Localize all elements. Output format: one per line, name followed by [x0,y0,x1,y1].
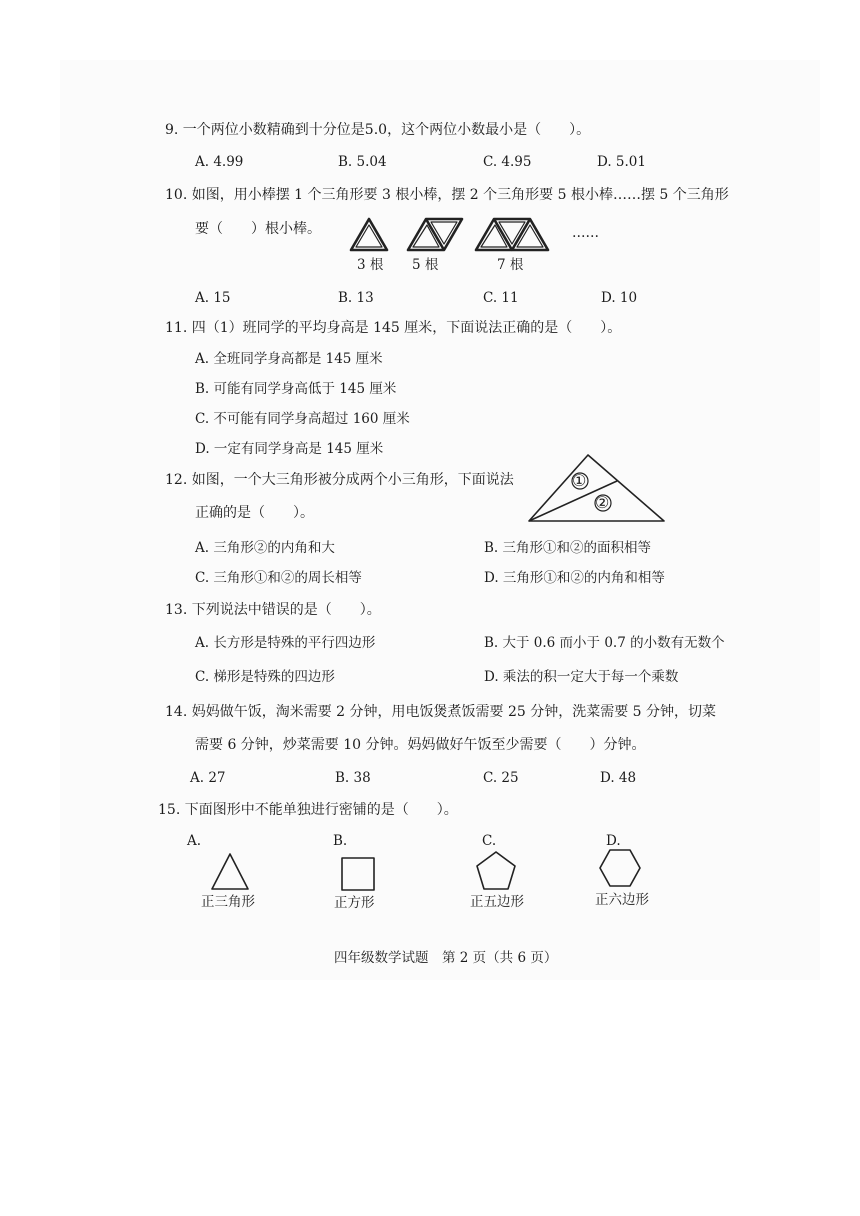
question-14-stem-line1: 14. 妈妈做午饭，淘米需要 2 分钟，用电饭煲煮饭需要 25 分钟，洗菜需要 5 分钟，切菜 [165,704,717,720]
question-10-stem-line1: 10. 如图，用小棒摆 1 个三角形要 3 根小棒，摆 2 个三角形要 5 根小棒……摆 5 个三角形 [165,187,729,203]
question-11-option-c: C. 不可能有同学身高超过 160 厘米 [195,411,410,427]
question-12-option-d: D. 三角形①和②的内角和相等 [484,570,665,586]
figure-label-5-sticks: 5 根 [412,257,439,273]
question-10-option-a: A. 15 [195,290,231,306]
regular-hexagon-shape [600,850,640,886]
question-15-letter-c: C. [482,833,497,849]
page-footer: 四年级数学试题 第 2 页（共 6 页） [334,950,558,966]
shape-name-square: 正方形 [334,895,375,911]
question-9-option-a: A. 4.99 [195,154,244,170]
figure-label-7-sticks: 7 根 [497,257,524,273]
question-10-option-c: C. 11 [483,290,519,306]
question-9-stem: 9. 一个两位小数精确到十分位是5.0，这个两位小数最小是（ ）。 [165,122,591,138]
question-14-option-b: B. 38 [335,770,371,786]
shape-name-hexagon: 正六边形 [595,892,649,908]
question-12-option-a: A. 三角形②的内角和大 [195,540,335,556]
question-15-letter-d: D. [606,833,621,849]
question-9-option-b: B. 5.04 [338,154,387,170]
question-13-option-d: D. 乘法的积一定大于每一个乘数 [484,669,679,685]
regular-pentagon-shape [477,852,515,889]
question-12-stem-line1: 12. 如图，一个大三角形被分成两个小三角形，下面说法 [165,472,514,488]
question-9-option-c: C. 4.95 [483,154,532,170]
figure-label-3-sticks: 3 根 [357,257,384,273]
question-13-option-a: A. 长方形是特殊的平行四边形 [195,635,376,651]
square-shape [342,858,374,890]
shape-name-pentagon: 正五边形 [470,894,524,910]
question-13-option-c: C. 梯形是特殊的四边形 [195,669,335,685]
question-15-stem: 15. 下面图形中不能单独进行密铺的是（ ）。 [158,802,458,818]
shape-name-triangle: 正三角形 [201,894,255,910]
question-10-option-b: B. 13 [338,290,374,306]
question-13-stem: 13. 下列说法中错误的是（ ）。 [165,602,381,618]
question-12-option-c: C. 三角形①和②的周长相等 [195,570,362,586]
question-15-letter-b: B. [333,833,348,849]
question-13-option-b: B. 大于 0.6 而小于 0.7 的小数有无数个 [484,635,725,651]
question-12-option-b: B. 三角形①和②的面积相等 [484,540,652,556]
question-15-letter-a: A. [187,833,202,849]
question-14-option-d: D. 48 [600,770,637,786]
question-9-option-d: D. 5.01 [597,154,646,170]
question-10-option-d: D. 10 [601,290,638,306]
question-11-option-d: D. 一定有同学身高是 145 厘米 [195,441,384,457]
question-12-stem-line2: 正确的是（ ）。 [195,505,314,521]
triangle-label-1: ① [572,471,587,490]
question-11-option-a: A. 全班同学身高都是 145 厘米 [195,351,383,367]
triangle-label-2: ② [595,493,610,512]
question-11-option-b: B. 可能有同学身高低于 145 厘米 [195,381,397,397]
figure-ellipsis: …… [572,225,599,241]
equilateral-triangle-shape [212,854,248,889]
question-10-stem-line2: 要（ ）根小棒。 [195,221,321,237]
question-11-stem: 11. 四（1）班同学的平均身高是 145 厘米，下面说法正确的是（ ）。 [165,320,622,336]
question-14-option-c: C. 25 [483,770,519,786]
question-14-stem-line2: 需要 6 分钟，炒菜需要 10 分钟。妈妈做好午饭至少需要（ ）分钟。 [195,737,646,753]
question-14-option-a: A. 27 [190,770,226,786]
